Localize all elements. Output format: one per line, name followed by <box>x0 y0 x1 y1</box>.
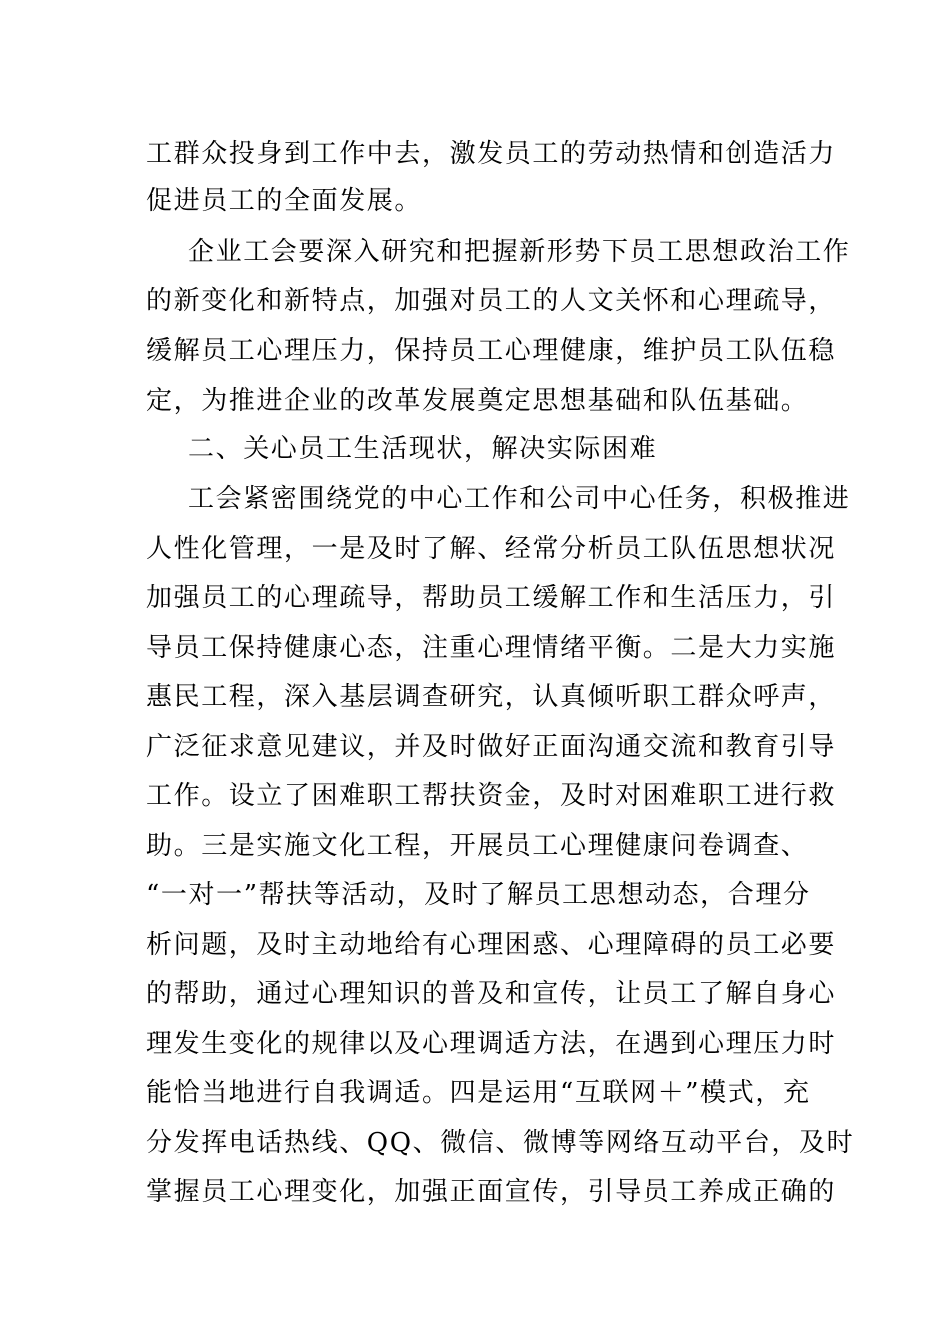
text-line-1: 工群众投身到工作中去，激发员工的劳动热情和创造活力 <box>146 139 837 169</box>
text-line-11: 导员工保持健康心态，注重心理情绪平衡。二是大力实施 <box>146 633 837 663</box>
text-line-18: 的帮助，通过心理知识的普及和宣传，让员工了解自身心 <box>146 979 837 1009</box>
text-line-13: 广泛征求意见建议，并及时做好正面沟通交流和教育引导 <box>146 732 837 762</box>
text-line-10: 加强员工的心理疏导，帮助员工缓解工作和生活压力，引 <box>146 583 837 613</box>
text-line-9: 人性化管理，一是及时了解、经常分析员工队伍思想状况 <box>146 534 837 564</box>
text-line-15: 助。三是实施文化工程，开展员工心理健康问卷调查、 <box>146 831 809 861</box>
text-line-6: 定，为推进企业的改革发展奠定思想基础和队伍基础。 <box>146 386 809 416</box>
text-line-16: “一对一”帮扶等活动，及时了解员工思想动态，合理分 <box>146 880 811 910</box>
text-line-17: 析问题，及时主动地给有心理困惑、心理障碍的员工必要 <box>146 930 837 960</box>
paragraph-start-line: 企业工会要深入研究和把握新形势下员工思想政治工作 <box>188 237 851 267</box>
text-line-14: 工作。设立了困难职工帮扶资金，及时对困难职工进行救 <box>146 781 837 811</box>
text-line-2: 促进员工的全面发展。 <box>146 186 423 216</box>
text-line-4: 的新变化和新特点，加强对员工的人文关怀和心理疏导， <box>146 286 837 316</box>
text-line-5: 缓解员工心理压力，保持员工心理健康，维护员工队伍稳 <box>146 336 837 366</box>
text-line-19: 理发生变化的规律以及心理调适方法，在遇到心理压力时 <box>146 1029 837 1059</box>
text-line-22: 掌握员工心理变化，加强正面宣传，引导员工养成正确的 <box>146 1177 837 1207</box>
paragraph-start-line: 工会紧密围绕党的中心工作和公司中心任务，积极推进 <box>188 484 851 514</box>
text-line-20: 能恰当地进行自我调适。四是运用“互联网＋”模式，充 <box>146 1078 811 1108</box>
text-line-21: 分发挥电话热线、QQ、微信、微博等网络互动平台，及时 <box>146 1128 855 1158</box>
text-line-12: 惠民工程，深入基层调查研究，认真倾听职工群众呼声， <box>146 682 837 712</box>
section-heading: 二、关心员工生活现状，解决实际困难 <box>188 434 658 464</box>
